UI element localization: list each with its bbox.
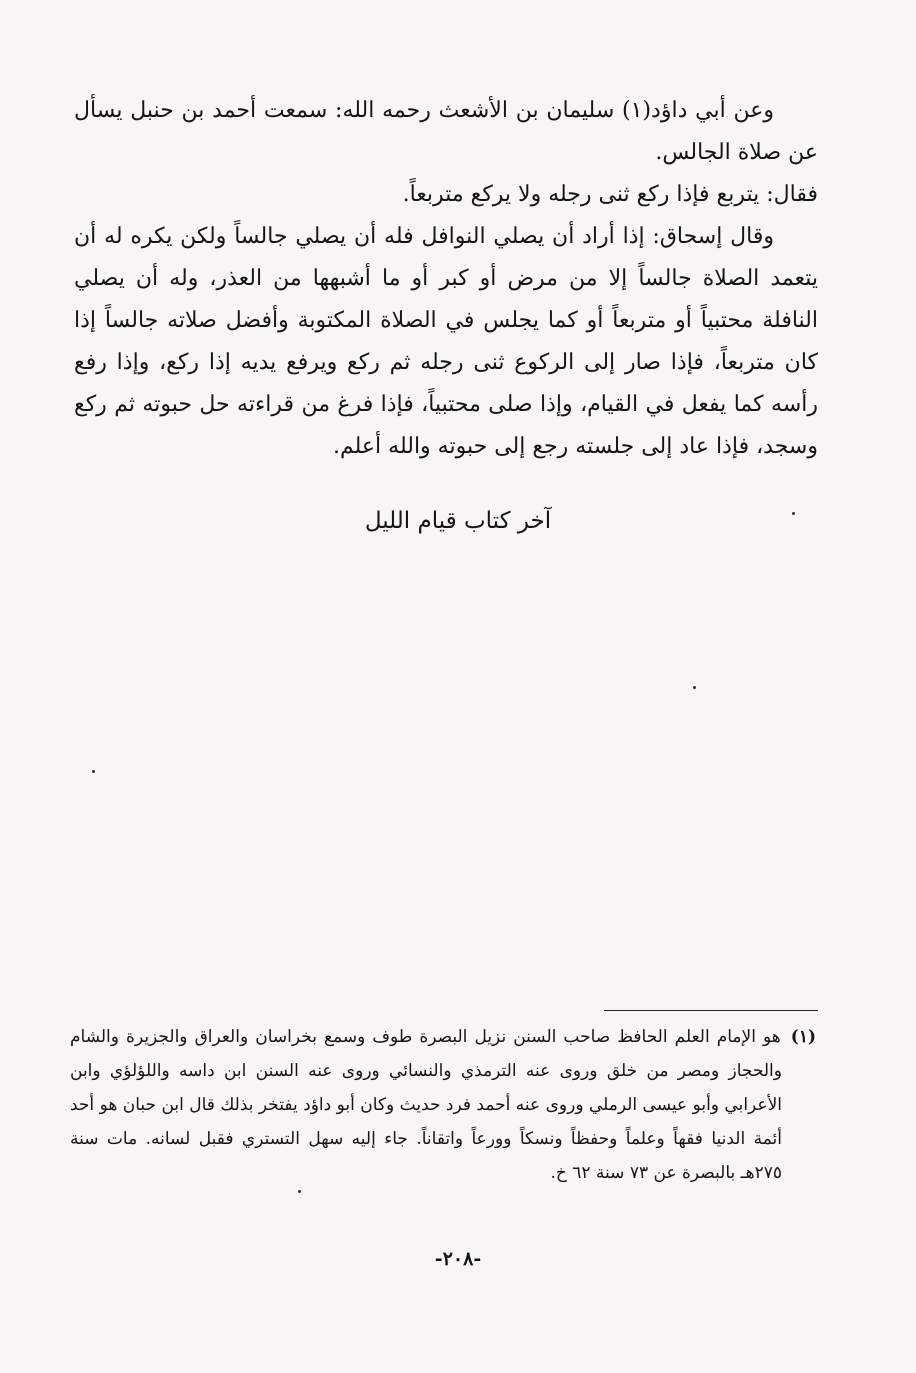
scan-speck bbox=[92, 770, 95, 773]
scan-speck bbox=[792, 512, 795, 515]
footnote-marker: (١) bbox=[790, 1027, 816, 1047]
footnote-text: هو الإمام العلم الحافظ صاحب السنن نزيل البصرة طوف وسمع بخراسان والعراق والجزيرة والشام والحجاز ومصر من خلق وروى عنه الترمذي والنسائي وروى عنه السنن ابن داسه واللؤلؤي وابن الأعرابي وأبو عيسى الرملي وروى عنه أحمد فرد حديث وكان أبو داؤد يفتخر بذلك قال ابن حبان هو أحد أئمة الدنيا فقهاً وعلماً وحفظاً ونسكاً وورعاً واتقاناً. جاء إليه سهل التستري فقبل لسانه. مات سنة ٢٧٥هـ بالبصرة عن ٧٣ سنة ٦٢ خ. bbox=[70, 1027, 782, 1183]
scan-speck bbox=[693, 686, 696, 689]
main-text bbox=[74, 90, 818, 468]
paragraph-ishaq: وقال إسحاق: إذا أراد أن يصلي النوافل فله أن يصلي جالساً ولكن يكره له أن يتعمد الصلاة جالساً إلا من مرض أو كبر أو ما أشبهها من العذر، وله أن يصلي النافلة محتبياً أو متربعاً أو كما يجلس في الصلاة المكتوبة وأفضل صلاته جالساً إذا كان متربعاً، فإذا صار إلى الركوع ثنى رجله ثم ركع ويرفع يديه إذا ركع، وإذا رفع رأسه كما يفعل في القيام، وإذا صلى محتبياً، فإذا فرغ من قراءته حل حبوته ثم ركع وسجد، فإذا عاد إلى جلسته رجع إلى حبوته والله أعلم. bbox=[74, 224, 818, 459]
footnote-separator bbox=[604, 1010, 818, 1011]
page-number: -٢٠٨- bbox=[434, 1248, 482, 1270]
scan-speck bbox=[298, 1190, 301, 1193]
paragraph-ahmad-answer: فقال: يتربع فإذا ركع ثنى رجله ولا يركع متربعاً. bbox=[402, 182, 818, 207]
footnote bbox=[70, 1020, 816, 1190]
book-end-heading: آخر كتاب قيام الليل bbox=[364, 508, 552, 534]
paragraph-abu-dawud: وعن أبي داؤد(١) سليمان بن الأشعث رحمه الله: سمعت أحمد بن حنبل يسأل عن صلاة الجالس. bbox=[74, 98, 818, 165]
